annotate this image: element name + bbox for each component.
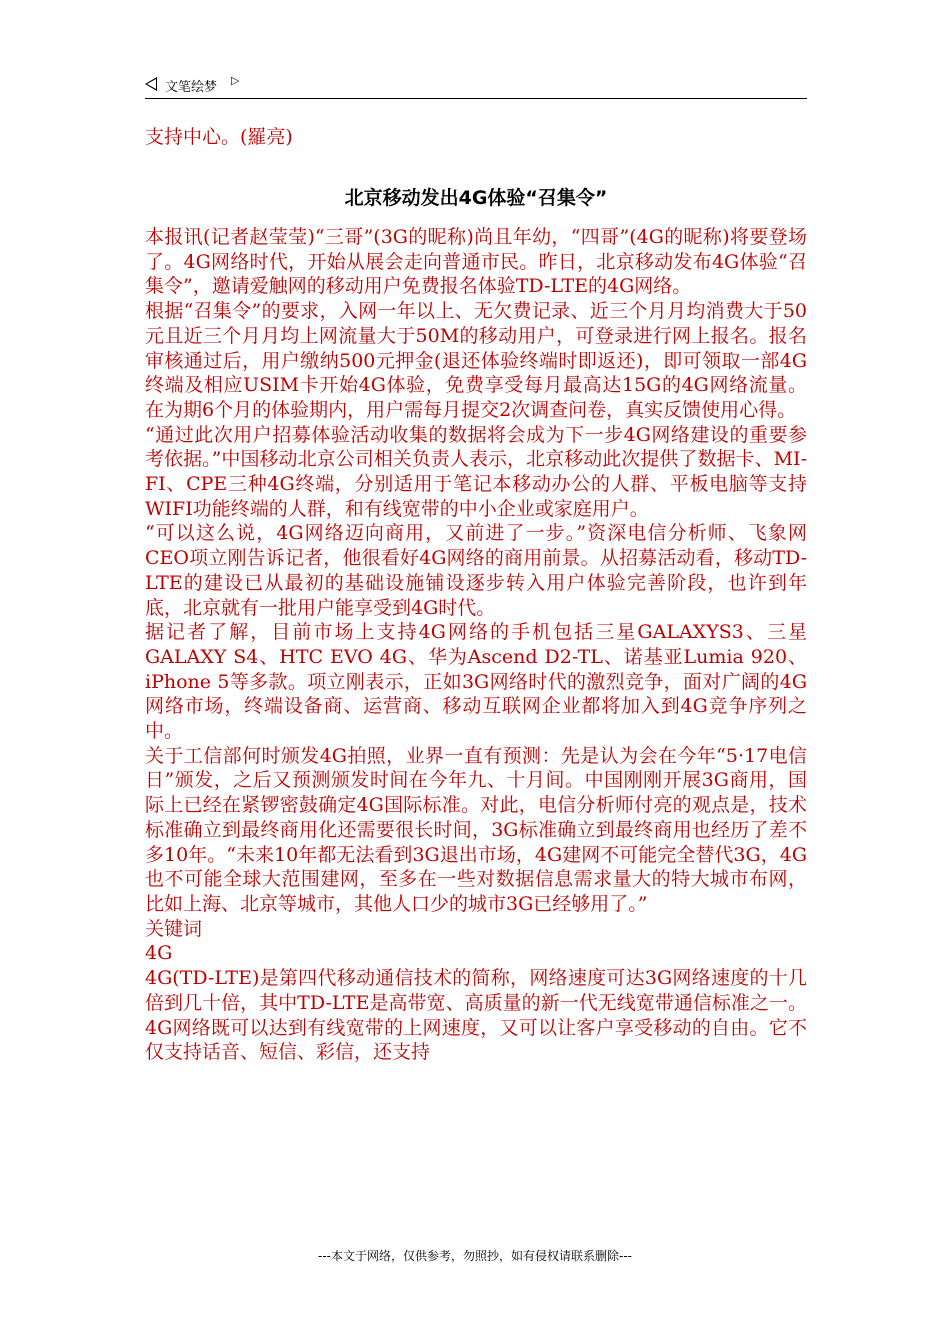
paragraph: 关于工信部何时颁发4G拍照，业界一直有预测：先是认为会在今年“5·17电信日”颁发，之后又预测颁发时间在今年九、十月间。中国刚刚开展3G商用，国际上已经在紧锣密鼓确定4G国际标准。对此，电信分析师付亮的观点是，技术标准确立到最终商用化还需要很长时间，3G标准确立到最终商用也经历了差不多10年。“未来10年都无法看到3G退出市场，4G建网不可能完全替代3G，4G也不可能全球大范围建网，至多在一些对数据信息需求量大的特大城市布网，比如上海、北京等城市，其他人口少的城市3G已经够用了。” <box>145 744 807 915</box>
lead-line: 支持中心。(羅亮) <box>145 126 293 148</box>
page-footer: ---本文于网络，仅供参考，勿照抄，如有侵权请联系删除--- <box>318 1249 632 1263</box>
paragraph: “通过此次用户招募体验活动收集的数据将会成为下一步4G网络建设的重要参考依据。”中国移动北京公司相关负责人表示，北京移动此次提供了数据卡、MI-FI、CPE三种4G终端，分别适用于笔记本移动办公的人群、平板电脑等支持WIFI功能终端的人群，和有线宽带的中小企业或家庭用户。 <box>145 423 807 520</box>
paragraph: 4G(TD-LTE)是第四代移动通信技术的简称，网络速度可达3G网络速度的十几倍到几十倍，其中TD-LTE是高带宽、高质量的新一代无线宽带通信标准之一。4G网络既可以达到有线宽带的上网速度，又可以让客户享受移动的自由。它不仅支持话音、短信、彩信，还支持 <box>145 967 807 1064</box>
arrow-right-icon: ▷ <box>231 74 240 87</box>
header-title: 文笔绘梦 <box>165 80 218 95</box>
article-body <box>145 225 807 1065</box>
paragraph: 根据“召集令”的要求，入网一年以上、无欠费记录、近三个月月均消费大于50元且近三个月月均上网流量大于50M的移动用户，可登录进行网上报名。报名审核通过后，用户缴纳500元押金(退还体验终端时即返还)，即可领取一部4G终端及相应USIM卡开始4G体验，免费享受每月最高达15G的4G网络流量。在为期6个月的体验期内，用户需每月提交2次调查问卷，真实反馈使用心得。 <box>145 300 807 421</box>
keyword-heading: 关键词 <box>145 917 203 940</box>
paragraph: 据记者了解，目前市场上支持4G网络的手机包括三星GALAXYS3、三星GALAXY S4、HTC EVO 4G、华为Ascend D2-TL、诺基亚Lumia 920、iPhone 5等多款。项立刚表示，正如3G网络时代的激烈竞争，面对广阔的4G网络市场，终端设备商、运营商、移动互联网企业都将加入到4G竞争序列之中。 <box>145 621 807 743</box>
paragraph: “可以这么说，4G网络迈向商用，又前进了一步。”资深电信分析师、飞象网CEO项立刚告诉记者，他很看好4G网络的商用前景。从招募活动看，移动TD-LTE的建设已从最初的基础设施铺设逐步转入用户体验完善阶段，也许到年底，北京就有一批用户能享受到4G时代。 <box>145 522 807 619</box>
article-headline: 北京移动发出4G体验“召集令” <box>344 187 608 209</box>
arrow-left-icon <box>145 77 157 91</box>
paragraph: 本报讯(记者赵莹莹)“三哥”(3G的昵称)尚且年幼，“四哥”(4G的昵称)将要登场了。4G网络时代，开始从展会走向普通市民。昨日，北京移动发布4G体验“召集令”，邀请爱触网的移动用户免费报名体验TD-LTE的4G网络。 <box>145 226 807 298</box>
page-header <box>145 74 807 99</box>
keyword-term: 4G <box>145 942 173 965</box>
